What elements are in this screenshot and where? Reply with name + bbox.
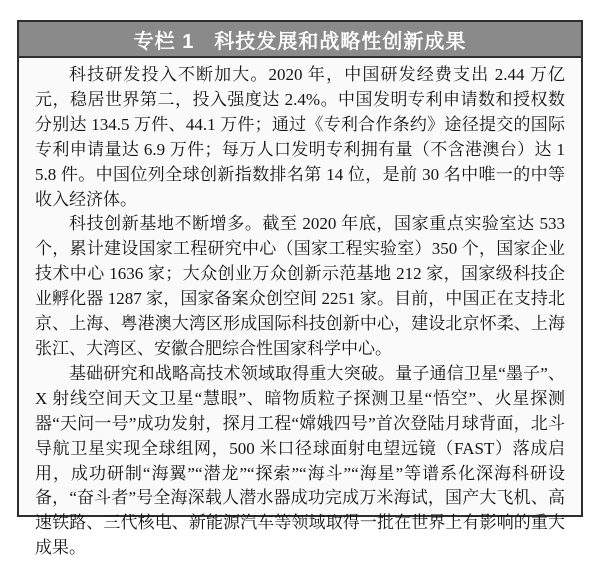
paragraph-innovation-bases: 科技创新基地不断增多。截至 2020 年底，国家重点实验室达 533 个，累计建设国家工程研究中心（国家工程实验室）350 个，国家企业技术中心 1636 家；大众创业万众创新示范基地 212 家，国家级科技企业孵化器 1287 家，国家备案众创空间 2251 家。目前，中国正在支持北京、上海、粤港澳大湾区形成国际科技创新中心，建设北京怀柔、上海张江、大湾区、安徽合肥综合性国家科学中心。 bbox=[35, 214, 565, 358]
paragraph-breakthroughs: 基础研究和战略高技术领域取得重大突破。量子通信卫星“墨子”、X 射线空间天文卫星“慧眼”、暗物质粒子探测卫星“悟空”、火星探测器“天问一号”成功发射，探月工程“嫦娥四号”首次登陆月球背面，北斗导航卫星实现全球组网，500 米口径球面射电望远镜（FAST）落成启用，成功研制“海翼”“潜龙”“探索”“海斗”“海星”等谱系化深海科研设备，“奋斗者”号全海深载人潜水器成功完成万米海试，国产大飞机、高速铁路、三代核电、新能源汽车等领域取得一批在世界上有影响的重大成果。 bbox=[35, 363, 565, 558]
column-box bbox=[17, 20, 583, 558]
column-title: 科技发展和战略性创新成果 bbox=[214, 30, 467, 53]
paragraph-rd-investment: 科技研发投入不断加大。2020 年，中国研发经费支出 2.44 万亿元，稳居世界第二，投入强度达 2.4%。中国发明专利申请数和授权数分别达 134.5 万件、44.1 万件；通过《专利合作条约》途径提交的国际专利申请量达 6.9 万件；每万人口发明专利拥有量（不含港澳台）达 15.8 件。中国位列全球创新指数排名第 14 位，是前 30 名中唯一的中等收入经济体。 bbox=[35, 65, 565, 209]
column-number-label: 专栏 1 bbox=[133, 30, 195, 53]
column-box-body bbox=[19, 58, 581, 561]
column-box-header bbox=[19, 22, 581, 58]
